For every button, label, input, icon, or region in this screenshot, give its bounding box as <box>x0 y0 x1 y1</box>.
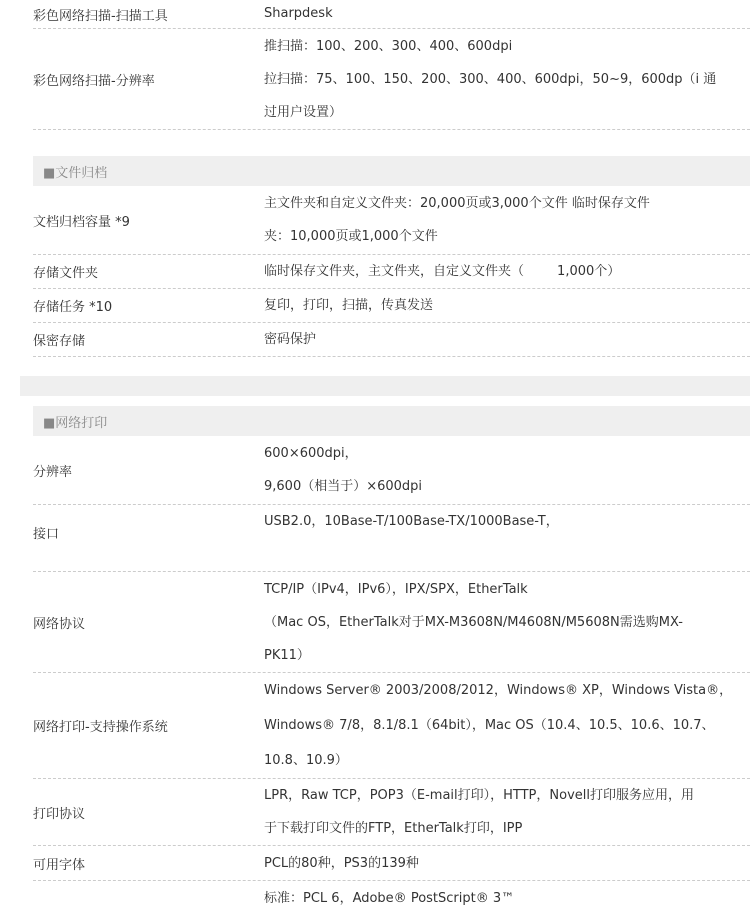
spec-row <box>33 186 750 255</box>
spec-value-line: 复印，打印，扫描，传真发送 <box>264 298 434 313</box>
spec-value-line: 拉扫描：75、100、150、200、300、400、600dpi，50~9，600dp（i 通 <box>264 71 717 87</box>
spec-value <box>264 882 750 915</box>
spec-value <box>264 30 750 129</box>
spec-label: 网络协议 <box>33 616 86 632</box>
spec-value <box>264 187 750 253</box>
section-filing <box>20 156 750 376</box>
spec-value-line: 夹：10,000页或1,000个文件 <box>264 229 438 244</box>
spec-value-line: USB2.0，10Base-T/100Base-TX/1000Base-T， <box>264 514 559 529</box>
spec-value-line: 9,600（相当于）×600dpi <box>264 479 423 494</box>
spec-value <box>264 847 750 880</box>
section-network-print <box>20 396 750 915</box>
spec-value-line: 主文件夹和自定义文件夹：20,000页或3,000个文件 临时保存文件 <box>264 196 650 211</box>
spec-label: 彩色网络扫描-扫描工具 <box>33 8 168 24</box>
spec-value-line: TCP/IP（IPv4，IPv6），IPX/SPX，EtherTalk <box>264 581 528 597</box>
spec-value <box>264 779 750 845</box>
spec-value-line: Sharpdesk <box>264 6 333 21</box>
spec-row <box>33 0 750 29</box>
spec-label: 接口 <box>33 527 60 542</box>
section-scan <box>20 0 750 156</box>
section-divider <box>20 376 750 396</box>
spec-label: 网络打印-支持操作系统 <box>33 720 168 735</box>
spec-label: 存储文件夹 <box>33 266 99 281</box>
spec-value-line: 密码保护 <box>264 332 317 347</box>
spec-label: 可用字体 <box>33 857 86 873</box>
spec-value-line: Windows® 7/8，8.1/8.1（64bit），Mac OS（10.4、10.5、10.6、10.7、 <box>264 718 715 733</box>
spec-row <box>33 846 750 881</box>
spec-value-line: 推扫描：100、200、300、400、600dpi <box>264 38 513 54</box>
spec-value <box>264 289 750 322</box>
spec-value-line: 于下载打印文件的FTP，EtherTalk打印，IPP <box>264 821 523 836</box>
spec-value-line: 过用户设置） <box>264 104 343 120</box>
spec-label: 打印协议 <box>33 806 86 822</box>
spec-row <box>33 323 750 357</box>
spec-value <box>264 255 750 288</box>
spec-value-line: PK11） <box>264 647 310 663</box>
spec-row <box>33 881 750 915</box>
spec-value <box>264 505 750 538</box>
spec-value-line: Windows Server® 2003/2008/2012，Windows® XP，Windows Vista®， <box>264 683 733 698</box>
section-title: ■文件归档 <box>33 156 750 186</box>
spec-row <box>33 29 750 130</box>
spec-value-line: （Mac OS，EtherTalk对于MX-M3608N/M4608N/M5608N需选购MX- <box>264 614 683 630</box>
spec-label: 保密存储 <box>33 334 86 349</box>
spec-row <box>33 572 750 673</box>
spec-row <box>33 673 750 779</box>
spec-value <box>264 437 750 503</box>
spec-sheet <box>20 0 750 915</box>
spec-value-line: 标准：PCL 6，Adobe® PostScript® 3™ <box>264 890 515 906</box>
spec-value-line: PCL的80种，PS3的139种 <box>264 855 419 871</box>
spec-label: 彩色网络扫描-分辨率 <box>33 73 155 89</box>
spec-row <box>33 436 750 505</box>
spec-value <box>264 673 750 778</box>
spec-row <box>33 505 750 572</box>
spec-label: 分辨率 <box>33 464 73 480</box>
spec-value-line: 600×600dpi， <box>264 446 358 461</box>
spec-row <box>33 255 750 289</box>
spec-value <box>264 323 750 356</box>
spec-value-line: 10.8、10.9） <box>264 753 348 768</box>
spec-value <box>264 1 750 27</box>
spec-label: 文档归档容量 *9 <box>33 214 130 230</box>
spec-row <box>33 289 750 323</box>
spec-label: 存储任务 *10 <box>33 300 113 315</box>
spec-value-line: LPR，Raw TCP，POP3（E-mail打印），HTTP，Novell打印服务应用，用 <box>264 788 694 803</box>
section-title: ■网络打印 <box>33 406 750 436</box>
spec-row <box>33 779 750 846</box>
spec-value-line: 临时保存文件夹，主文件夹，自定义文件夹（ 1,000个） <box>264 264 621 279</box>
spec-value <box>264 573 750 672</box>
